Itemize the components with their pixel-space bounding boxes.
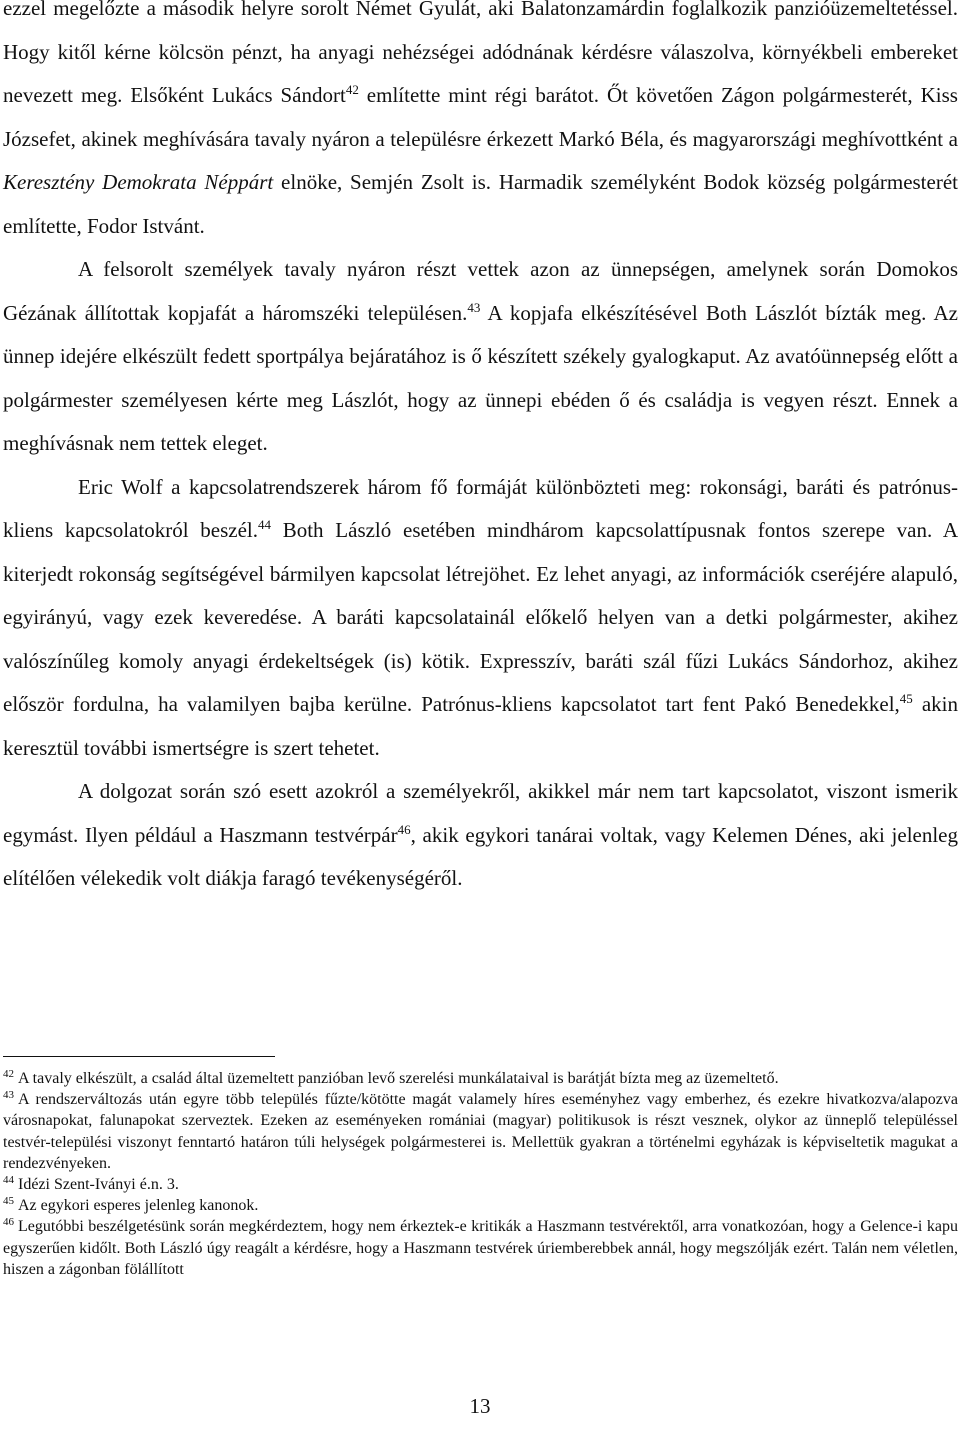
paragraph-text: ezzel megelőzte a második helyre sorolt Német Gyulát, aki Balatonzamárdin foglalkozik panzióüzemeltetéssel. Hogy kitől kérne kölcsön pénzt, ha anyagi nehézségei adódnának kérdésre válaszolva, környékbeli embereket nevezett meg. Elsőként Lukács Sándort xyxy=(3,0,958,107)
paragraph-text: elnöke, Semjén Zsolt is. Harmadik személyként Bodok község polgármesterét említette, Fodor Istvánt. xyxy=(3,170,958,238)
paragraph-1 xyxy=(3,0,958,248)
paragraph-text: A dolgozat során szó esett azokról a személyekről, akikkel már nem tart kapcsolatot, viszont ismerik egymást. Ilyen például a Haszmann testvérpár xyxy=(3,779,958,847)
footnote-text: A tavaly elkészült, a család által üzemeltett panzióban levő szerelési munkálataival is barátját bízta meg az üzemeltető. xyxy=(18,1070,779,1087)
footnote-number: 42 xyxy=(3,1067,14,1080)
footnote-ref-42[interactable]: 42 xyxy=(345,82,359,97)
footnote-42 xyxy=(3,1068,958,1089)
footnote-ref-44[interactable]: 44 xyxy=(257,517,271,532)
footnote-number: 46 xyxy=(3,1216,14,1229)
footnote-number: 44 xyxy=(3,1173,14,1186)
paragraph-3 xyxy=(3,466,958,771)
footnote-46 xyxy=(3,1216,958,1280)
footnote-separator xyxy=(3,1056,275,1057)
footnote-text: Idézi Szent-Iványi é.n. 3. xyxy=(18,1176,179,1194)
footnote-44 xyxy=(3,1174,958,1195)
footnote-text: Az egykori esperes jelenleg kanonok. xyxy=(18,1197,259,1215)
footnote-text: A rendszerváltozás után egyre több település fűzte/kötötte magát valamely híres eseményhez vagy emberhez, és ezekre hivatkozva/alapozva városnapokat, falunapokat szerveztek. Ezeken az eseményeken romániai (magyar) politikusok is részt vesznek, olykor az ünneplő településsel testvér-települési viszonyt fenntartó határon túli helységek polgármesterei is. Mellettük gyakran a történelmi egyházak is képviseltetik magukat a rendezvényeken. xyxy=(3,1091,958,1172)
paragraph-text: akin keresztül további ismertségre is szert tehetet. xyxy=(3,692,958,760)
footnote-43 xyxy=(3,1089,958,1174)
paragraph-text: Eric Wolf a kapcsolatrendszerek három fő formáját különbözteti meg: rokonsági, baráti és patrónus-kliens kapcsolatokról beszél. xyxy=(3,474,958,542)
page-number: 13 xyxy=(469,1394,491,1418)
footnote-45 xyxy=(3,1195,958,1216)
paragraph-4 xyxy=(3,770,958,901)
paragraph-text: , akik egykori tanárai voltak, vagy Kelemen Dénes, aki jelenleg elítélően vélekedik volt diákja faragó tevékenységéről. xyxy=(3,822,959,890)
footnote-number: 43 xyxy=(3,1088,14,1101)
paragraph-text: A felsorolt személyek tavaly nyáron részt vettek azon az ünnepségen, amelynek során Domokos Gézának állítottak kopjafát a háromszéki településen. xyxy=(3,257,958,325)
party-name: Keresztény Demokrata Néppárt xyxy=(3,170,274,194)
paragraph-text: A kopjafa elkészítésével Both Lászlót bízták meg. Az ünnep idejére elkészült fedett sportpálya bejáratához is ő készített székely gyalogkaput. Az avatóünnepség előtt a polgármester személyesen kérte meg Lászlót, hogy az ünnepi ebéden ő és családja is vegyen részt. Ennek a meghívásnak nem tettek eleget. xyxy=(3,300,958,455)
paragraph-text: említette mint régi barátot. Őt követően Zágon polgármesterét, Kiss Józsefet, akinek meghívására tavaly nyáron a településre érkezett Markó Béla, és magyarországi meghívottként a xyxy=(3,83,958,151)
footnote-number: 45 xyxy=(3,1194,14,1207)
paragraph-text: Both László esetében mindhárom kapcsolattípusnak fontos szerepe van. A kiterjedt rokonság segítségével bármilyen kapcsolat létrejöhet. Ez lehet anyagi, az információk cseréjére alapuló, egyirányú, vagy ezek keveredése. A baráti kapcsolatainál előkelő helyen van a detki polgármester, akihez valószínűleg komoly anyagi érdekeltségek (is) kötik. Expresszív, baráti szál fűzi Lukács Sándorhoz, akihez először fordulna, ha valamilyen bajba kerülne. Patrónus-kliens kapcsolatot tart fent Pakó Benedekkel, xyxy=(3,518,958,716)
footnote-ref-46[interactable]: 46 xyxy=(397,821,411,837)
footnote-text: Legutóbbi beszélgetésünk során megkérdeztem, hogy nem érkeztek-e kritikák a Haszmann testvérektől, arra vonatkozóan, hogy a Gelence-i kapu egyszerűen kidőlt. Both László úgy reagált a kérdésre, hogy a Haszmann testvérek úriemberebbek annál, hogy megszólják ezért. Talán nem véletlen, hiszen a zágonban fölállított xyxy=(3,1218,958,1278)
footnotes xyxy=(3,1068,958,1280)
footnote-ref-45[interactable]: 45 xyxy=(899,691,913,706)
footnote-ref-43[interactable]: 43 xyxy=(467,299,481,315)
paragraph-2 xyxy=(3,248,958,466)
body-text xyxy=(3,0,958,901)
